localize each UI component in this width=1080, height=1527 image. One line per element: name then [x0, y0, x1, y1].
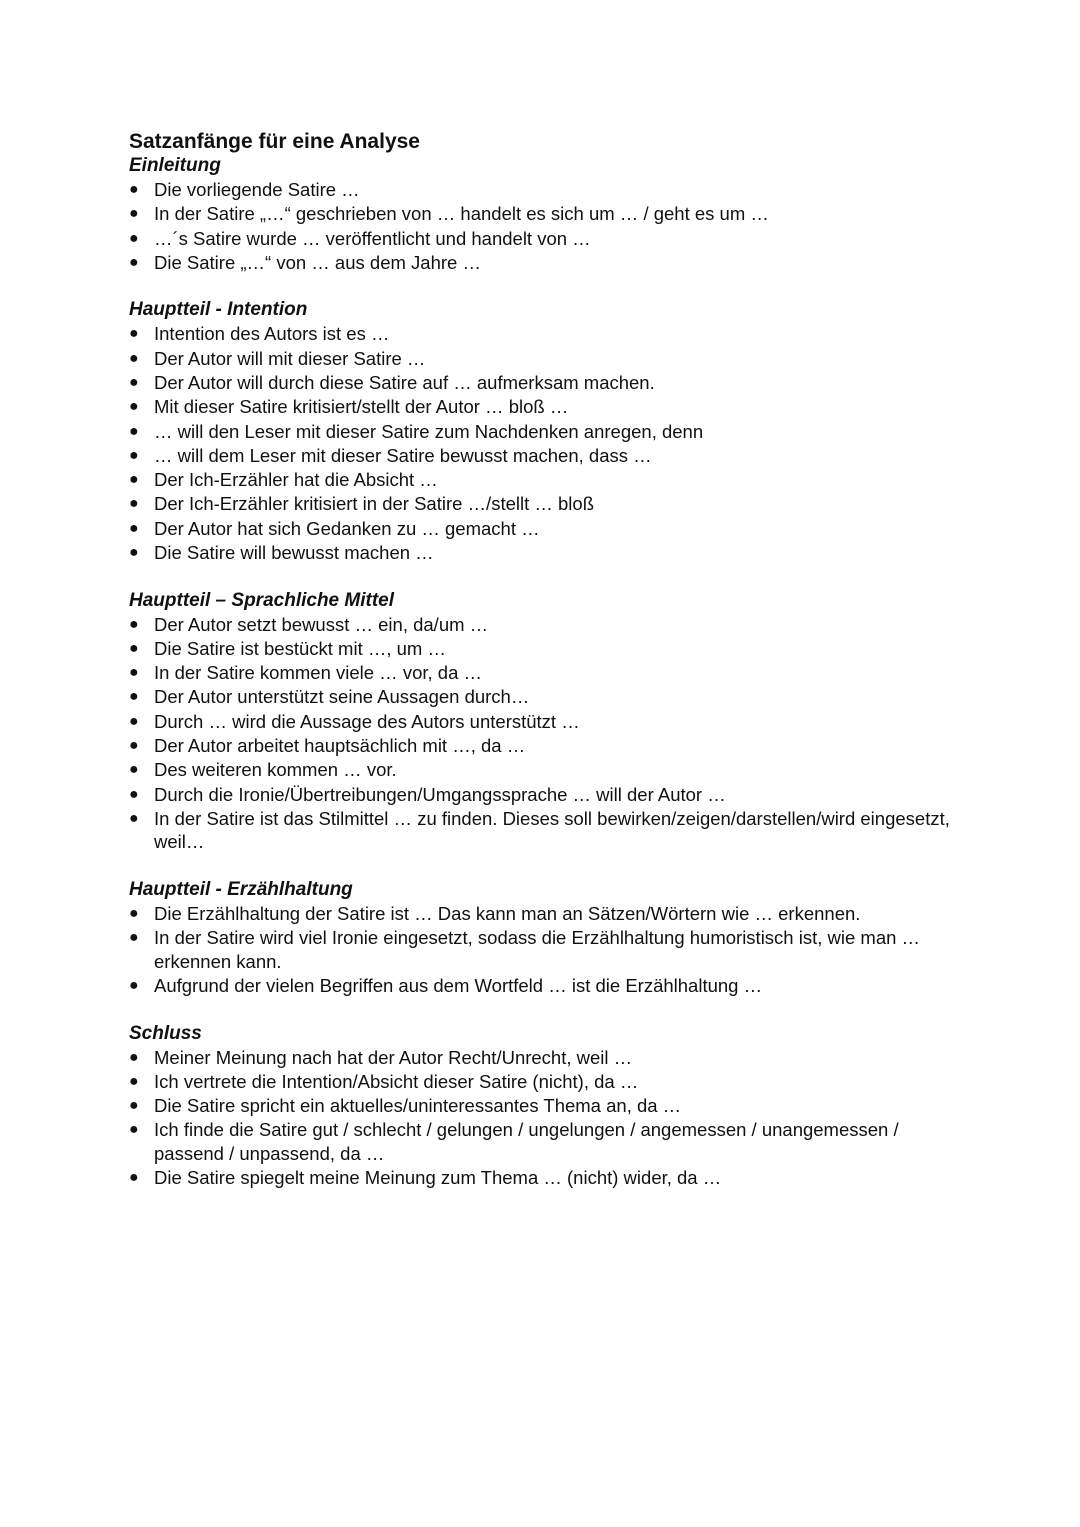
- list-item-text: Der Autor arbeitet hauptsächlich mit …, da …: [154, 735, 526, 757]
- list-item: [129, 613, 959, 637]
- list-item-text: Intention des Autors ist es …: [154, 323, 390, 345]
- list-item: [129, 1166, 959, 1190]
- list-item: [129, 420, 959, 444]
- list-item-text: Die Satire „…“ von … aus dem Jahre …: [154, 251, 481, 273]
- list-item: [129, 227, 959, 251]
- list-item-text: In der Satire kommen viele … vor, da …: [154, 662, 482, 684]
- bullet-icon: ●: [129, 615, 139, 633]
- list-item: [129, 637, 959, 661]
- bullet-icon: ●: [129, 904, 139, 922]
- bullet-icon: ●: [129, 688, 139, 706]
- list-item-text: Der Ich-Erzähler hat die Absicht …: [154, 469, 438, 491]
- list-item: [129, 322, 959, 346]
- list-item: [129, 734, 959, 758]
- list-item-text: Die Satire spiegelt meine Meinung zum Thema … (nicht) wider, da …: [154, 1167, 722, 1189]
- list-item: [129, 517, 959, 541]
- list-item: [129, 1118, 959, 1165]
- bullet-icon: ●: [129, 253, 139, 271]
- bullet-icon: ●: [129, 181, 139, 198]
- list-item-text: Die vorliegende Satire …: [154, 179, 360, 200]
- list-item-text: Die Satire will bewusst machen …: [154, 542, 434, 564]
- bullet-icon: ●: [129, 519, 139, 537]
- list-item-text: Der Autor unterstützt seine Aussagen durch…: [154, 686, 530, 708]
- list-item: [129, 202, 959, 226]
- bullet-icon: ●: [129, 325, 139, 343]
- list-item: [129, 783, 959, 807]
- list-item: [129, 468, 959, 492]
- list-item: [129, 541, 959, 565]
- list-item-text: Durch … wird die Aussage des Autors unterstützt …: [154, 710, 580, 732]
- list-item-text: Der Autor hat sich Gedanken zu … gemacht …: [154, 517, 540, 539]
- section-heading: Schluss: [129, 1022, 202, 1044]
- list-item-text: Mit dieser Satire kritisiert/stellt der Autor … bloß …: [154, 396, 569, 418]
- list-item-text: Die Satire spricht ein aktuelles/uninteressantes Thema an, da …: [154, 1095, 682, 1117]
- list-item: [129, 710, 959, 734]
- list-item: [129, 902, 959, 926]
- list-item-text: … will den Leser mit dieser Satire zum Nachdenken anregen, denn: [154, 420, 704, 442]
- bullet-list: [129, 322, 959, 564]
- bullet-icon: ●: [129, 495, 139, 513]
- bullet-icon: ●: [129, 544, 139, 562]
- bullet-icon: ●: [129, 737, 139, 755]
- section-heading: Hauptteil - Erzählhaltung: [129, 878, 353, 900]
- list-item-text: Die Erzählhaltung der Satire ist … Das kann man an Sätzen/Wörtern wie … erkennen.: [154, 902, 861, 924]
- list-item: [129, 926, 959, 973]
- page-title: Satzanfänge für eine Analyse: [129, 130, 420, 153]
- section-heading: Einleitung: [129, 155, 221, 176]
- section-heading: Hauptteil – Sprachliche Mittel: [129, 589, 394, 611]
- bullet-icon: ●: [129, 1169, 139, 1187]
- bullet-icon: ●: [129, 398, 139, 416]
- list-item-text: Der Ich-Erzähler kritisiert in der Satire …/stellt … bloß: [154, 493, 595, 515]
- bullet-icon: ●: [129, 373, 139, 391]
- bullet-list: [129, 613, 959, 854]
- document-page: [129, 129, 959, 1214]
- list-item: [129, 395, 959, 419]
- list-item-text: Aufgrund der vielen Begriffen aus dem Wortfeld … ist die Erzählhaltung …: [154, 975, 763, 997]
- bullet-icon: ●: [129, 809, 139, 827]
- bullet-icon: ●: [129, 1048, 139, 1066]
- section-hauptteil-intention: [129, 298, 959, 564]
- list-item-text: Der Autor will mit dieser Satire …: [154, 347, 426, 369]
- list-item: [129, 251, 959, 275]
- bullet-icon: ●: [129, 977, 139, 995]
- list-item-text: In der Satire „…“ geschrieben von … handelt es sich um … / geht es um …: [154, 203, 769, 225]
- section-heading: Hauptteil - Intention: [129, 299, 308, 321]
- list-item: [129, 661, 959, 685]
- bullet-icon: ●: [129, 1121, 139, 1139]
- list-item: [129, 492, 959, 516]
- list-item-text: Der Autor will durch diese Satire auf … aufmerksam machen.: [154, 371, 655, 393]
- bullet-icon: ●: [129, 664, 139, 682]
- bullet-icon: ●: [129, 446, 139, 464]
- list-item-text: In der Satire wird viel Ironie eingesetzt, sodass die Erzählhaltung humoristisch ist, wie man … erkennen kann.: [154, 927, 921, 972]
- section-hauptteil-erzaehlhaltung: [129, 878, 959, 998]
- list-item: [129, 1046, 959, 1070]
- section-einleitung: [129, 154, 959, 274]
- bullet-icon: ●: [129, 712, 139, 730]
- list-item-text: Die Satire ist bestückt mit …, um …: [154, 637, 446, 659]
- list-item: [129, 974, 959, 998]
- bullet-icon: ●: [129, 229, 139, 247]
- list-item-text: Durch die Ironie/Übertreibungen/Umgangssprache … will der Autor …: [154, 783, 726, 805]
- bullet-icon: ●: [129, 761, 139, 779]
- list-item: [129, 178, 959, 202]
- list-item-text: In der Satire ist das Stilmittel … zu finden. Dieses soll bewirken/zeigen/darstellen/wird eingesetzt, weil…: [154, 807, 950, 853]
- bullet-icon: ●: [129, 929, 139, 947]
- bullet-list: [129, 1046, 959, 1190]
- list-item: [129, 685, 959, 709]
- list-item-text: Der Autor setzt bewusst … ein, da/um …: [154, 613, 489, 635]
- list-item-text: Ich finde die Satire gut / schlecht / gelungen / ungelungen / angemessen / unangemessen / passend / unpassend, da …: [154, 1119, 899, 1164]
- list-item: [129, 1070, 959, 1094]
- bullet-list: [129, 902, 959, 998]
- section-hauptteil-sprachliche-mittel: [129, 589, 959, 854]
- bullet-icon: ●: [129, 471, 139, 489]
- bullet-icon: ●: [129, 1072, 139, 1090]
- list-item: [129, 444, 959, 468]
- section-schluss: [129, 1022, 959, 1190]
- list-item-text: …´s Satire wurde … veröffentlicht und handelt von …: [154, 227, 591, 249]
- sections-container: [129, 154, 959, 1190]
- list-item: [129, 347, 959, 371]
- bullet-icon: ●: [129, 422, 139, 440]
- bullet-list: [129, 178, 959, 274]
- bullet-icon: ●: [129, 639, 139, 657]
- bullet-icon: ●: [129, 205, 139, 223]
- bullet-icon: ●: [129, 349, 139, 367]
- list-item-text: Meiner Meinung nach hat der Autor Recht/Unrecht, weil …: [154, 1046, 633, 1068]
- list-item: [129, 758, 959, 782]
- list-item-text: … will dem Leser mit dieser Satire bewusst machen, dass …: [154, 444, 652, 466]
- bullet-icon: ●: [129, 1097, 139, 1115]
- list-item: [129, 371, 959, 395]
- bullet-icon: ●: [129, 785, 139, 803]
- list-item: [129, 1094, 959, 1118]
- list-item-text: Des weiteren kommen … vor.: [154, 759, 397, 781]
- list-item: [129, 807, 959, 854]
- list-item-text: Ich vertrete die Intention/Absicht dieser Satire (nicht), da …: [154, 1070, 639, 1092]
